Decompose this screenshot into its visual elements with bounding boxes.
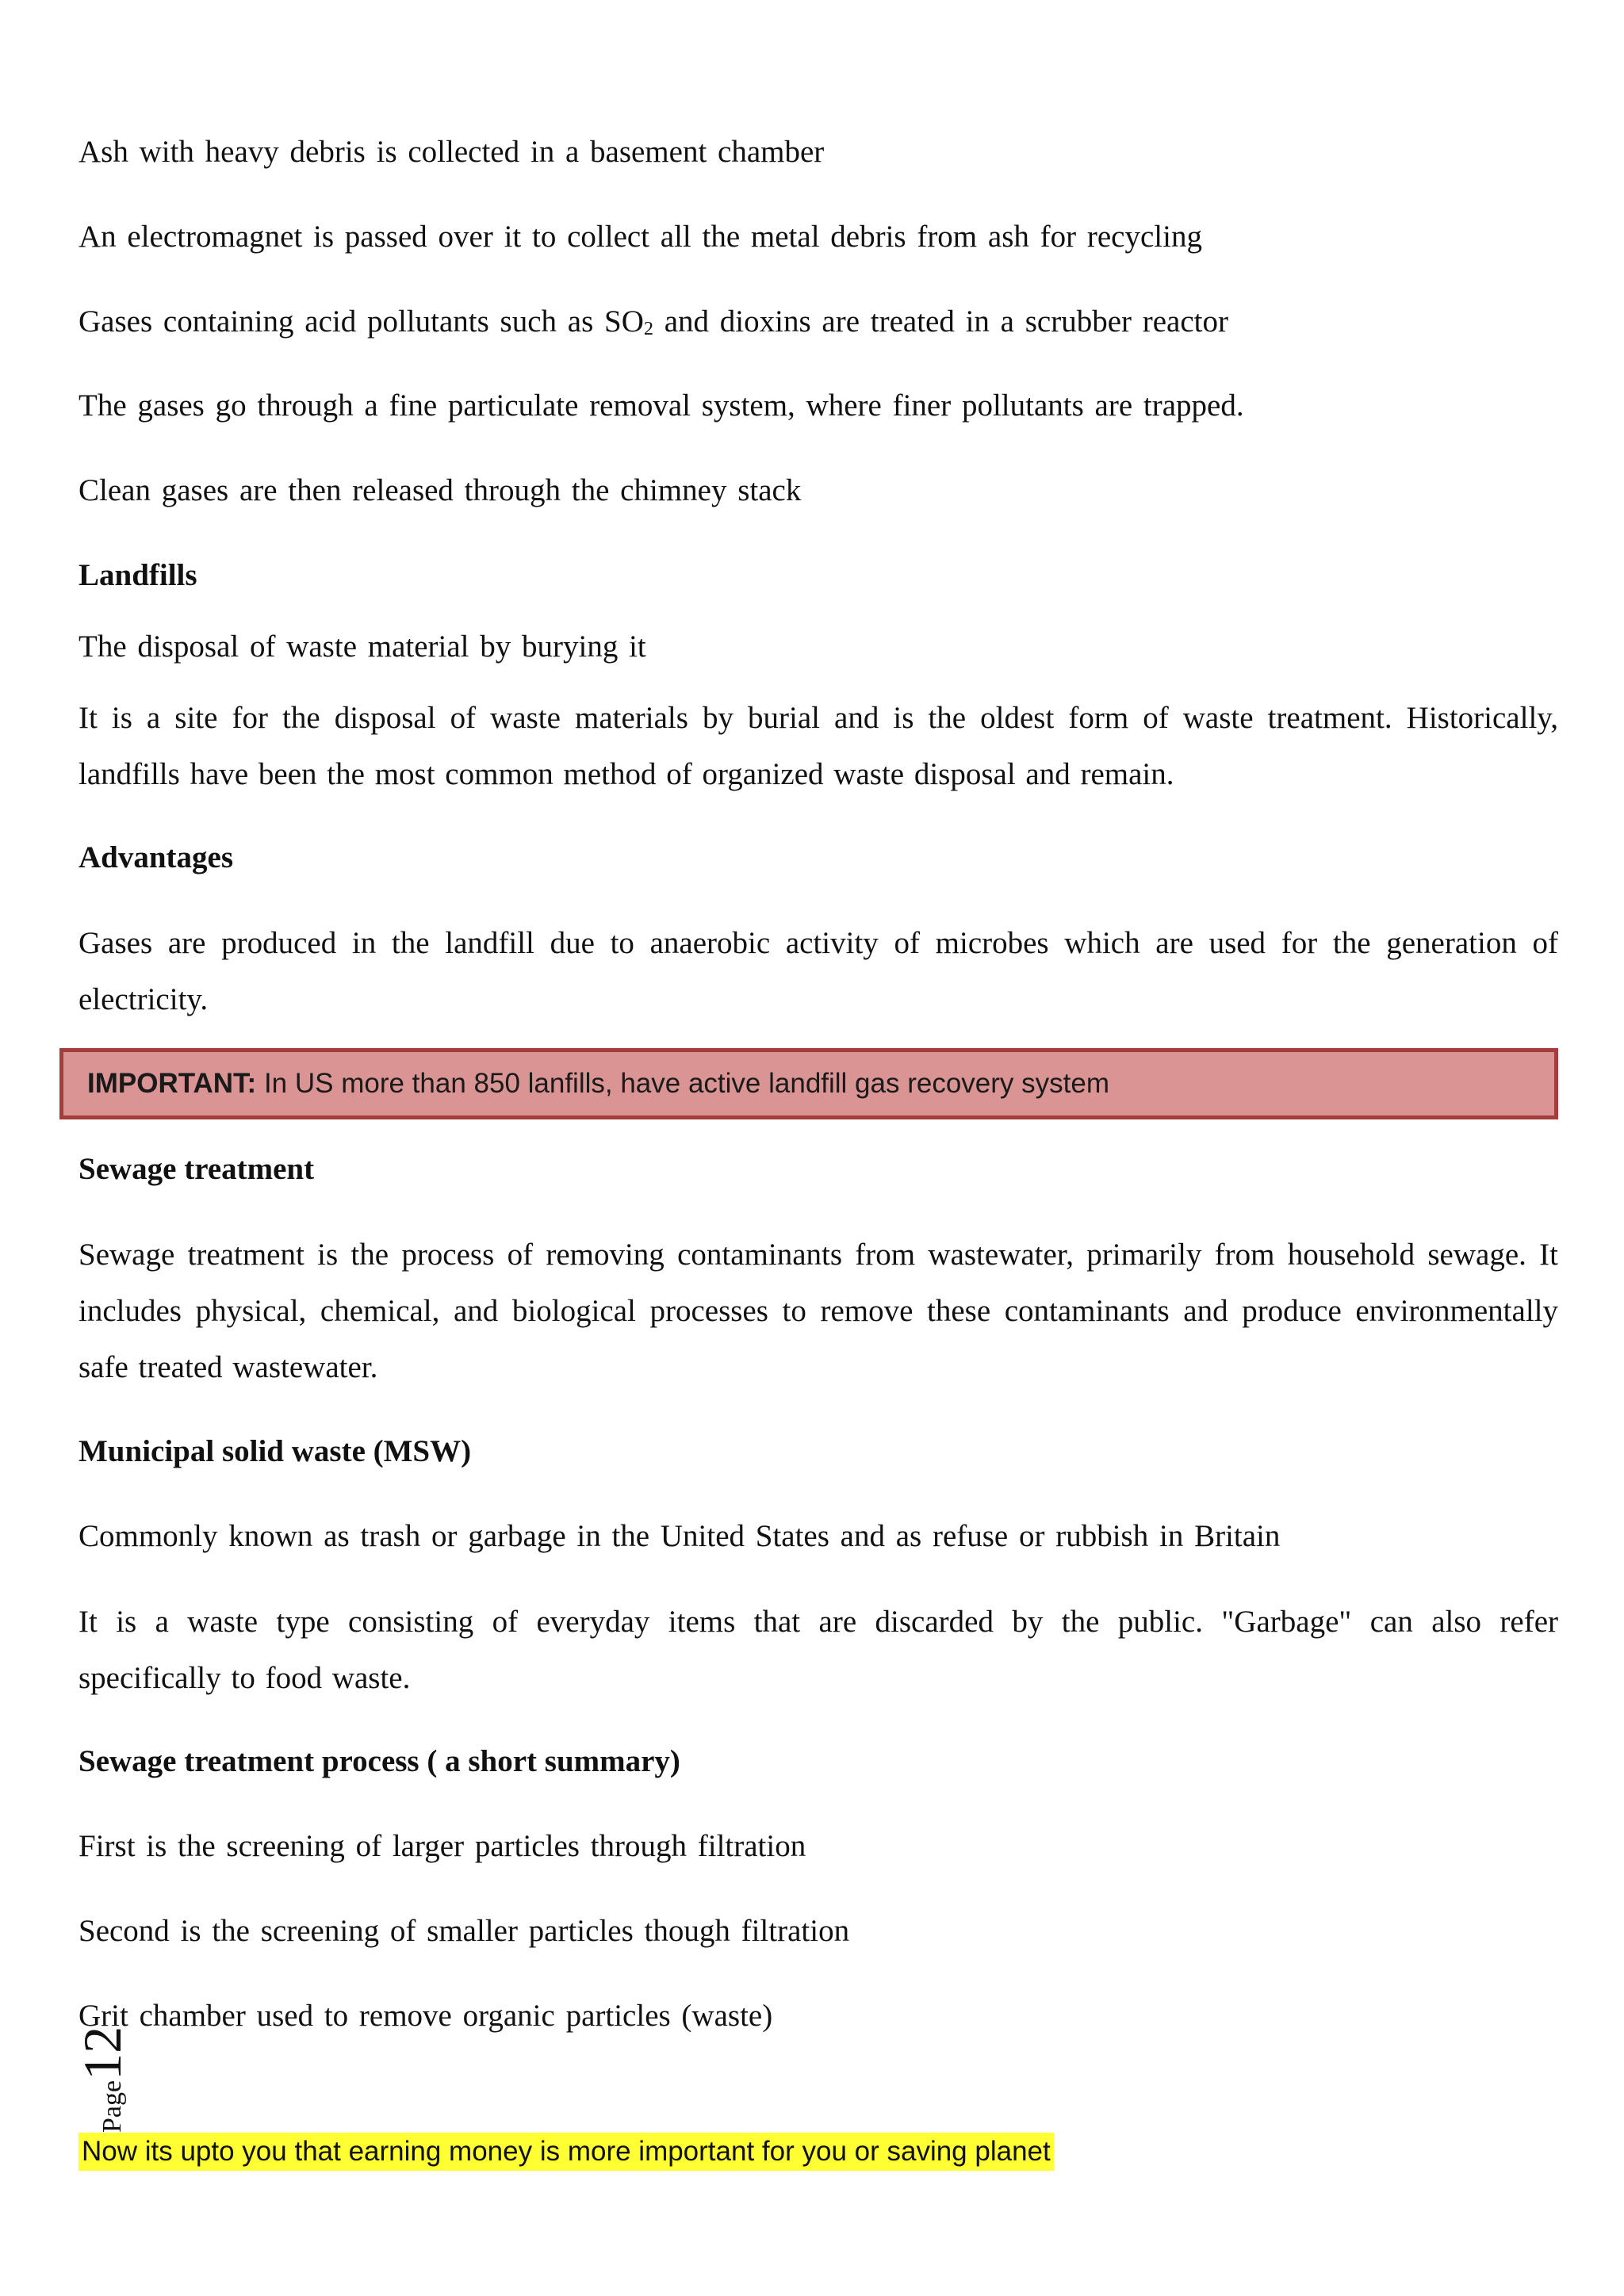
heading-landfills: Landfills bbox=[79, 558, 197, 592]
page-number-value: 12 bbox=[72, 2026, 132, 2080]
list-item-step-three: Grit chamber used to remove organic particles (waste) bbox=[79, 1999, 773, 2033]
heading-sewage-treatment: Sewage treatment bbox=[79, 1152, 315, 1186]
paragraph-sewage-treatment: Sewage treatment is the process of removing contaminants from wastewater, primarily from household sewage. It includes physical, chemical, and biological processes to remove these contaminants and produce environmentally safe treated wastewater. bbox=[79, 1238, 1558, 1384]
text-line-clean-gases: Clean gases are then released through the chimney stack bbox=[79, 473, 802, 507]
heading-msw: Municipal solid waste (MSW) bbox=[79, 1434, 472, 1468]
list-item-step-two: Second is the screening of smaller particles though filtration bbox=[79, 1914, 850, 1948]
highlighted-note: Now its upto you that earning money is more important for you or saving planet bbox=[79, 2133, 1054, 2171]
list-item-step-one: First is the screening of larger particles through filtration bbox=[79, 1829, 806, 1863]
heading-sewage-process: Sewage treatment process ( a short summary) bbox=[79, 1744, 680, 1778]
important-text: In US more than 850 lanfills, have active landfill gas recovery system bbox=[256, 1068, 1109, 1099]
page-number bbox=[10, 2006, 132, 2133]
text-line-fine-particulate: The gases go through a fine particulate removal system, where finer pollutants are trapped. bbox=[79, 388, 1244, 423]
text-fragment: Gases containing acid pollutants such as SO bbox=[79, 304, 644, 339]
text-line-ash: Ash with heavy debris is collected in a basement chamber bbox=[79, 135, 825, 169]
text-line-msw-common: Commonly known as trash or garbage in the United States and as refuse or rubbish in Britain bbox=[79, 1519, 1281, 1553]
text-line-landfill-definition: The disposal of waste material by burying it bbox=[79, 629, 646, 664]
text-fragment: and dioxins are treated in a scrubber reactor bbox=[653, 304, 1228, 339]
page-number-rotated bbox=[71, 2006, 134, 2133]
paragraph-msw: It is a waste type consisting of everyday items that are discarded by the public. "Garbage" can also refer specifically to food waste. bbox=[79, 1605, 1558, 1695]
text-line-electromagnet: An electromagnet is passed over it to collect all the metal debris from ash for recycling bbox=[79, 220, 1202, 254]
page-label: Page bbox=[98, 2080, 127, 2133]
paragraph-advantages: Gases are produced in the landfill due to anaerobic activity of microbes which are used for the generation of electricity. bbox=[79, 926, 1558, 1016]
important-label: IMPORTANT: bbox=[87, 1068, 257, 1099]
subscript-two: 2 bbox=[643, 318, 653, 340]
paragraph-landfills: It is a site for the disposal of waste materials by burial and is the oldest form of waste treatment. Historically, landfills have been the most common method of organized waste disposal and remain. bbox=[79, 701, 1558, 791]
heading-advantages: Advantages bbox=[79, 840, 234, 874]
important-callout bbox=[59, 1048, 1558, 1119]
text-line-gases-acid bbox=[79, 304, 1228, 340]
